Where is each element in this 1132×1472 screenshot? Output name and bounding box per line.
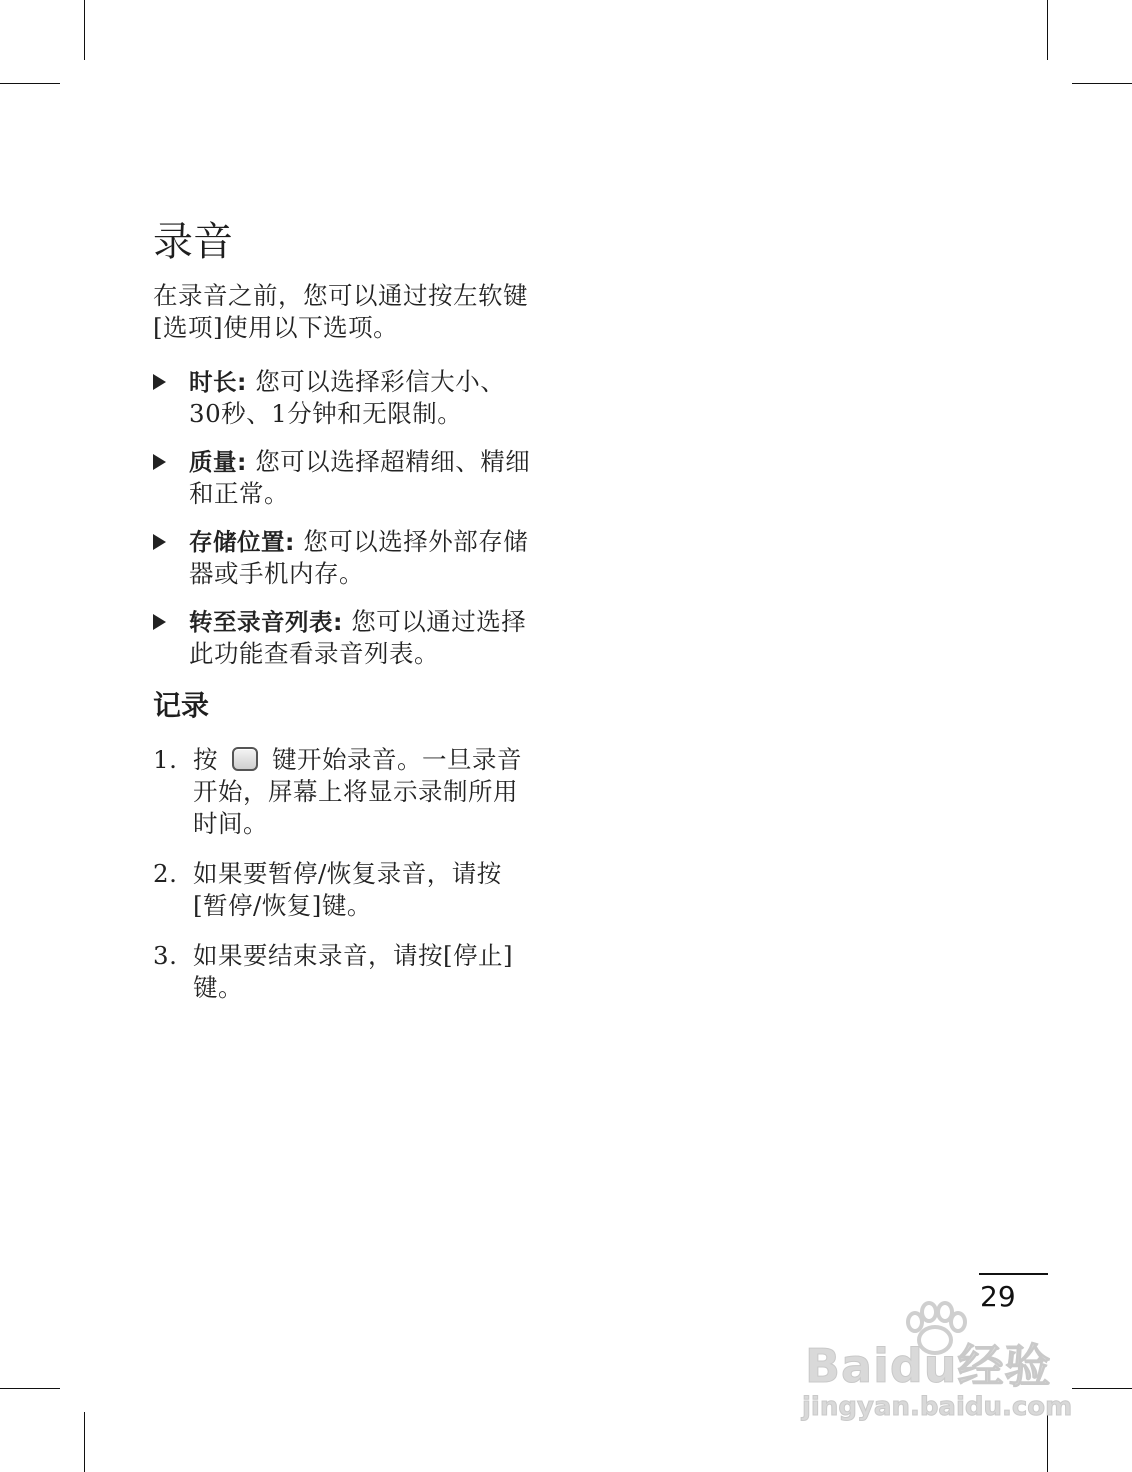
triangle-bullet-icon [153,454,166,470]
option-term: 存储位置: [189,528,295,556]
list-item [153,744,533,840]
step-number: 3. [153,941,178,970]
crop-mark [84,1412,85,1472]
option-desc: 您可以选择彩信大小、30秒、1分钟和无限制。 [189,367,506,428]
watermark [800,1300,1073,1430]
step-text: 如果要结束录音，请按[停止]键。 [193,941,514,1002]
option-desc: 您可以选择外部存储器或手机内存。 [189,527,529,588]
crop-mark [0,1388,60,1389]
option-term: 时长: [189,368,247,396]
crop-mark [84,0,85,60]
crop-mark [0,83,60,84]
step-text-after: 键开始录音。一旦录音开始，屏幕上将显示录制所用时间。 [193,745,522,838]
triangle-bullet-icon [153,374,166,390]
list-item [153,446,533,510]
list-item [153,940,533,1004]
crop-mark [1072,83,1132,84]
step-number: 2. [153,859,178,888]
option-desc: 您可以选择超精细、精细和正常。 [189,447,531,508]
watermark-url: jingyan.baidu.com [802,1392,1073,1422]
option-term: 质量: [189,448,247,476]
center-key-icon [232,747,258,771]
list-item [153,526,533,590]
intro-paragraph: 在录音之前，您可以通过按左软键[选项]使用以下选项。 [153,281,528,342]
recording-subtitle: 记录 [153,689,210,722]
list-item [153,606,533,670]
step-text-before: 按 [193,745,218,774]
crop-mark [1047,0,1048,60]
section-title: 录音 [153,219,233,265]
crop-mark [1072,1388,1132,1389]
triangle-bullet-icon [153,614,166,630]
options-list [153,366,533,670]
triangle-bullet-icon [153,534,166,550]
list-item [153,366,533,430]
page-number-rule [979,1273,1048,1275]
steps-list [153,744,533,1004]
option-term: 转至录音列表: [189,608,343,636]
list-item [153,858,533,922]
step-text: 如果要暂停/恢复录音，请按[暂停/恢复]键。 [193,859,502,920]
main-column [153,214,533,1022]
page-number: 29 [980,1280,1016,1313]
step-number: 1. [153,745,178,774]
watermark-brand: Baidu经验 [805,1339,1052,1393]
option-desc: 您可以通过选择此功能查看录音列表。 [189,607,527,668]
